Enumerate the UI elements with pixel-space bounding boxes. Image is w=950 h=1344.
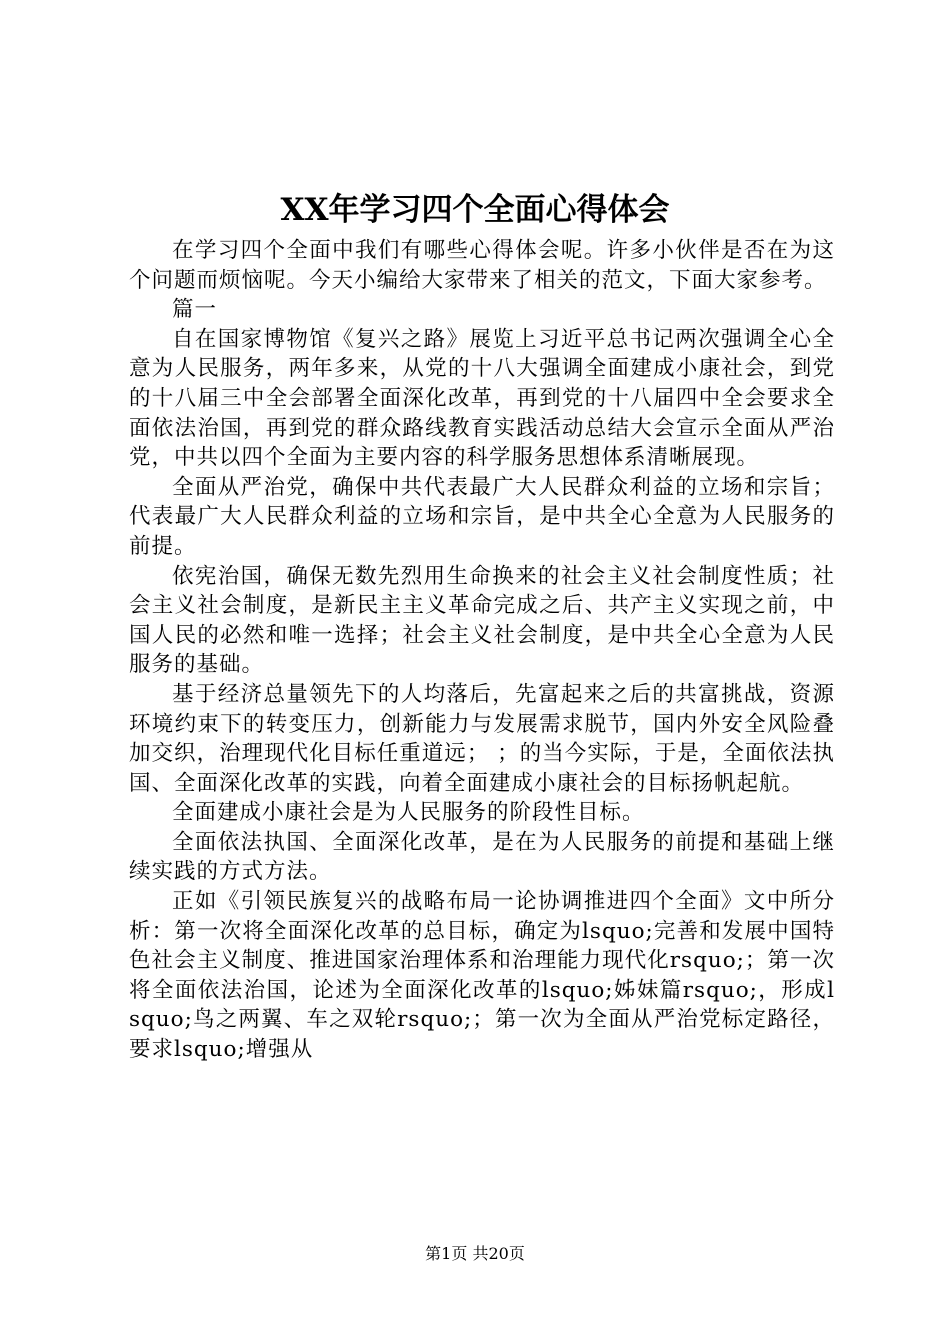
page-footer bbox=[0, 1242, 950, 1266]
paragraph-section-heading: 篇一 bbox=[172, 297, 218, 323]
document-title: XX年学习四个全面心得体会 bbox=[280, 192, 670, 228]
paragraph-2: 全面从严治党，确保中共代表最广大人民群众利益的立场和宗旨；代表最广大人民群众利益的立场和宗旨，是中共全心全意为人民服务的前提。 bbox=[129, 474, 835, 559]
document-body bbox=[129, 236, 835, 1065]
paragraph-1: 自在国家博物馆《复兴之路》展览上习近平总书记两次强调全心全意为人民服务，两年多来，从党的十八大强调全面建成小康社会，到党的十八届三中全会部署全面深化改革，再到党的十八届四中全会要求全面依法治国，再到党的群众路线教育实践活动总结大会宣示全面从严治党，中共以四个全面为主要内容的科学服务思想体系清晰展现。 bbox=[129, 326, 835, 471]
paragraph-4: 基于经济总量领先下的人均落后，先富起来之后的共富挑战，资源环境约束下的转变压力，创新能力与发展需求脱节，国内外安全风险叠加交织，治理现代化目标任重道远； ；的当今实际，于是，全面依法执国、全面深化改革的实践，向着全面建成小康社会的目标扬帆起航。 bbox=[129, 681, 835, 796]
paragraph-intro: 在学习四个全面中我们有哪些心得体会呢。许多小伙伴是否在为这个问题而烦恼呢。今天小编给大家带来了相关的范文，下面大家参考。 bbox=[129, 238, 835, 293]
page-number: 第1页 bbox=[425, 1244, 468, 1263]
page-total: 共20页 bbox=[472, 1244, 525, 1263]
paragraph-3: 依宪治国，确保无数先烈用生命换来的社会主义社会制度性质；社会主义社会制度，是新民主主义革命完成之后、共产主义实现之前，中国人民的必然和唯一选择；社会主义社会制度，是中共全心全意为人民服务的基础。 bbox=[129, 563, 835, 678]
paragraph-7: 正如《引领民族复兴的战略布局一论协调推进四个全面》文中所分析：第一次将全面深化改革的总目标，确定为lsquo;完善和发展中国特色社会主义制度、推进国家治理体系和治理能力现代化rsquo;；第一次将全面依法治国，论述为全面深化改革的lsquo;姊妹篇rsquo;，形成lsquo;鸟之两翼、车之双轮rsquo;；第一次为全面从严治党标定路径，要求lsquo;增强从 bbox=[129, 889, 835, 1063]
paragraph-5: 全面建成小康社会是为人民服务的阶段性目标。 bbox=[172, 800, 645, 826]
paragraph-6: 全面依法执国、全面深化改革，是在为人民服务的前提和基础上继续实践的方式方法。 bbox=[129, 829, 835, 885]
